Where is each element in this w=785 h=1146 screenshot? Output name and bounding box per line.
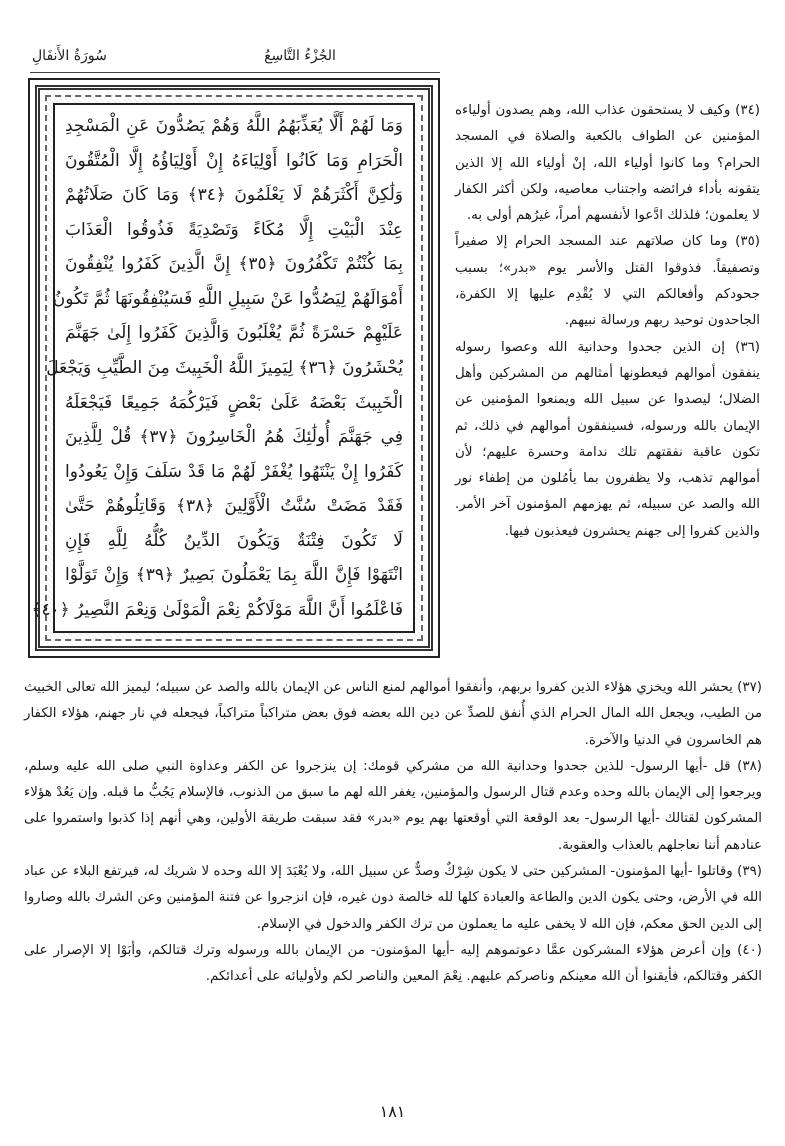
- quran-line: وَمَا لَهُمْ أَلَّا يُعَذِّبَهُمُ اللَّهُ وَهُمْ يَصُدُّونَ عَنِ الْمَسْجِدِ: [65, 116, 403, 136]
- tafsir-paragraph-34: (٣٤) وكيف لا يستحقون عذاب الله، وهم يصدون أولياءه المؤمنين عن الطواف بالكعبة والصلاة في المسجد الحرام؟ وما كانوا أولياء الله، إنْ أولياء الله إلا الذين يتقونه بأداء فرائضه واجتناب معاصيه، ولكن أكثر الكفار لا يعلمون؛ فلذلك ادَّعوا لأنفسهم أمراً، غيرُهم أولى به.: [455, 103, 760, 224]
- quran-line: لَا تَكُونَ فِتْنَةٌ وَيَكُونَ الدِّينُ كُلُّهُ لِلَّهِ فَإِنِ: [65, 530, 403, 551]
- tafsir-paragraph-38: (٣٨) قل -أيها الرسول- للذين جحدوا وحدانية الله من مشركي قومك: إن ينزجروا عن الكفر وعداوة النبي صلى الله عليه وسلم، ويرجعوا إلى الإيمان بالله وحده وعدم قتال الرسول والمؤمنين، يغفر الله لهم ما سبق من الذنوب، فالإسلام يَجُبُّ ما قبله. وإن يَعُدْ هؤلاء المشركون لقتالك -أيها الرسول- بعد الوقعة التي أوقعتها بهم يوم «بدر» فقد سبقت طريقة الأولين، وهي أنهم إذا كذبوا واستمروا على عنادهم أننا نعاجلهم بالعذاب والعقوبة.: [24, 758, 762, 853]
- quran-line: أَمْوَالَهُمْ لِيَصُدُّوا عَنْ سَبِيلِ اللَّهِ فَسَيُنْفِقُونَهَا ثُمَّ تَكُونُ: [52, 288, 403, 309]
- quran-line: الْحَرَامِ وَمَا كَانُوا أَوْلِيَاءَهُ إِنْ أَوْلِيَاؤُهُ إِلَّا الْمُتَّقُونَ: [65, 150, 403, 171]
- frame-border-ornament: [31, 95, 423, 641]
- quran-line: كَفَرُوا إِنْ يَنْتَهُوا يُغْفَرْ لَهُمْ مَا قَدْ سَلَفَ وَإِنْ يَعُودُوا: [65, 461, 403, 482]
- tafsir-paragraph-39: (٣٩) وقاتلوا -أيها المؤمنون- المشركين حتى لا يكون شِرْكٌ وصدٌّ عن سبيل الله، ولا يُعْبَدَ إلا الله وحده لا شريك له، فيرتفع البلاء عن عباد الله في الأرض، وحتى يكون الدين والطاعة والعبادة كلها لله خالصة دون غيره، فإن انزجروا عن فتنة المؤمنين وعن الشرك بالله وصاروا إلى الدين الحق معكم، فإن الله لا يخفى عليه ما يعملون من ترك الكفر والدخول في الإسلام.: [24, 864, 762, 932]
- quran-line: عَلَيْهِمْ حَسْرَةً ثُمَّ يُغْلَبُونَ وَالَّذِينَ كَفَرُوا إِلَىٰ جَهَنَّمَ: [65, 323, 403, 344]
- quran-text-block: [31, 103, 415, 633]
- quran-frame: [28, 78, 440, 658]
- juz-name: الجُزْءُ التَّاسِعُ: [264, 48, 336, 64]
- quran-line: فِي جَهَنَّمَ أُولَٰئِكَ هُمُ الْخَاسِرُونَ ﴿٣٧﴾ قُلْ لِلَّذِينَ: [65, 427, 403, 448]
- tafsir-paragraph-40: (٤٠) وإن أعرض هؤلاء المشركون عمَّا دعوتموهم إليه -أيها المؤمنون- من الإيمان بالله ورسوله وترك قتالكم، وأبَوْا إلا الإصرار على الكفر وقتالكم، فأيقنوا أن الله معينكم وناصركم عليهم. نِعْمَ المعين والناصر لكم ولأوليائه على أعدائكم.: [24, 942, 762, 985]
- page-number: ١٨١: [379, 1102, 406, 1121]
- quran-line: فَقَدْ مَضَتْ سُنَّتُ الْأَوَّلِينَ ﴿٣٨﴾ وَقَاتِلُوهُمْ حَتَّىٰ: [65, 496, 403, 517]
- quran-line: الْخَبِيثَ بَعْضَهُ عَلَىٰ بَعْضٍ فَيَرْكُمَهُ جَمِيعًا فَيَجْعَلَهُ: [65, 392, 403, 413]
- tafsir-paragraph-37: (٣٧) يحشر الله ويخزي هؤلاء الذين كفروا بربهم، وأنفقوا أموالهم لمنع الناس عن الإيمان بالله والصد عن سبيله؛ ليميز الله تعالى الخبيث من الطيب، ويجعل الله المال الحرام الذي أُنفق للصدِّ عن دين الله بعضه فوق بعض متراكباً متراكباً، فيجعله في نار جهنم، هؤلاء الكفار هم الخاسرون في الدنيا والآخرة.: [24, 680, 762, 748]
- quran-line: يُحْشَرُونَ ﴿٣٦﴾ لِيَمِيزَ اللَّهُ الْخَبِيثَ مِنَ الطَّيِّبِ وَيَجْعَلَ: [46, 357, 403, 378]
- quran-line: انْتَهَوْا فَإِنَّ اللَّهَ بِمَا يَعْمَلُونَ بَصِيرٌ ﴿٣٩﴾ وَإِنْ تَوَلَّوْا: [65, 565, 404, 586]
- surah-name: سُورَةُ الأَنفَالِ: [32, 48, 107, 64]
- quran-line: عِنْدَ الْبَيْتِ إِلَّا مُكَاءً وَتَصْدِيَةً فَذُوقُوا الْعَذَابَ: [65, 219, 403, 240]
- tafsir-paragraph-35: (٣٥) وما كان صلاتهم عند المسجد الحرام إلا صفيراً وتصفيقاً. فذوقوا القتل والأسر يوم «بدر»؛ بسبب جحودكم وأفعالكم التي لا يُقْدِم عليها إلا الكفرة، الجاحدون توحيد ربهم ورسالة نبيهم.: [455, 234, 760, 329]
- quran-line: بِمَا كُنْتُمْ تَكْفُرُونَ ﴿٣٥﴾ إِنَّ الَّذِينَ كَفَرُوا يُنْفِقُونَ: [65, 254, 403, 275]
- tafsir-paragraph-36: (٣٦) إن الذين جحدوا وحدانية الله وعصوا رسوله ينفقون أموالهم فيعطونها أمثالهم من المشركين وأهل الضلال؛ ليصدوا عن سبيل الله ويمنعوا المؤمنين عن الإيمان بالله ورسوله، فسينفقون أموالهم في ذلك، ثم تكون عاقبة نفقتهم تلك ندامة وحسرة عليهم؛ لأن أموالهم تذهب، ولا يظفرون بما يأمُلون من إطفاء نور الله والصد عن سبيله، ثم يهزمهم المؤمنون آخر الأمر. والذين كفروا إلى جهنم يحشرون فيعذبون فيها.: [455, 339, 760, 539]
- quran-line: وَلَٰكِنَّ أَكْثَرَهُمْ لَا يَعْلَمُونَ ﴿٣٤﴾ وَمَا كَانَ صَلَاتُهُمْ: [65, 185, 404, 206]
- header-rule: [30, 72, 440, 73]
- tafsir-side-column: [455, 98, 760, 545]
- quran-line: فَاعْلَمُوا أَنَّ اللَّهَ مَوْلَاكُمْ نِعْمَ الْمَوْلَىٰ وَنِعْمَ النَّصِيرُ ﴿٤٠﴾: [31, 599, 403, 620]
- tafsir-full-width: [24, 675, 762, 991]
- frame-border-outer: [31, 85, 433, 651]
